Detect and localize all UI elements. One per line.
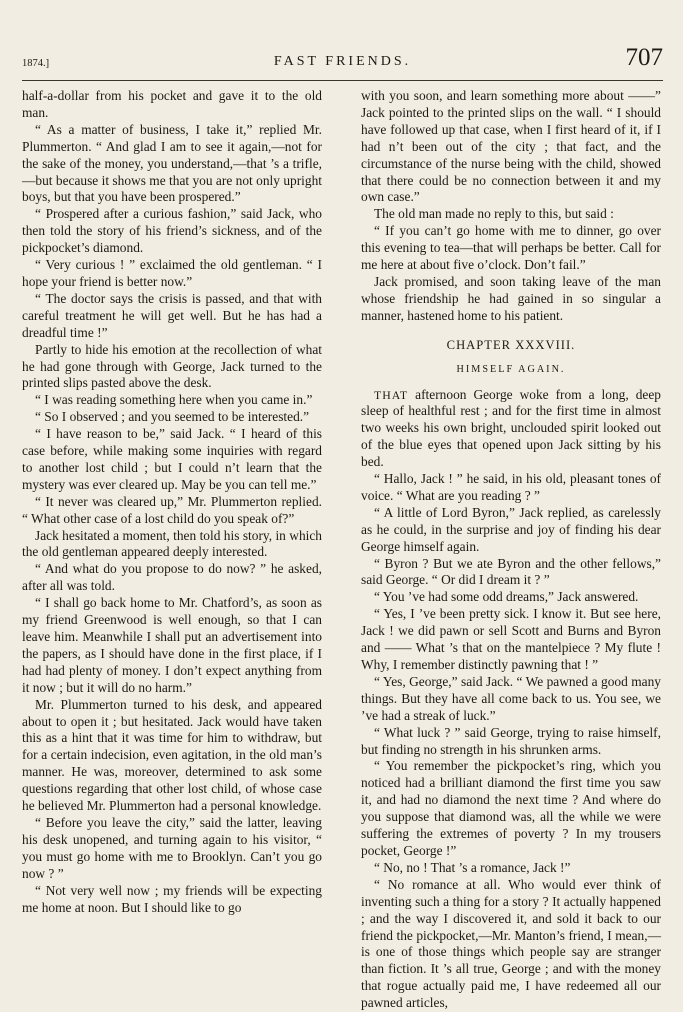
paragraph: with you soon, and learn something more about ——” Jack pointed to the printed slips on the wall. “ I should have followed up that case, when I first heard of it, if I had n’t been out of the city ; that fact, and the circumstance of the nurse being with the child, showed that there could be no connection between it and my own case.” — [361, 88, 661, 205]
paragraph: “ I have reason to be,” said Jack. “ I heard of this case before, while making some inquiries with regard to another lost child ; but I could n’t learn that the mystery was ever cleared up. May be you can tell me.” — [22, 426, 322, 492]
paragraph: “ No, no ! That ’s a romance, Jack !” — [374, 859, 571, 875]
paragraph — [361, 387, 661, 472]
small-caps-lead: THAT — [374, 387, 409, 402]
chapter-title: HIMSELF AGAIN. — [456, 363, 566, 375]
paragraph: “ I shall go back home to Mr. Chatford’s, as soon as my friend Greenwood is well enough, so that I can leave him. Meanwhile I shall put an advertisement into the papers, as I should have done in the first place, if I had had plenty of money. I don’t expect anything from it now ; but it will do no harm.” — [22, 595, 322, 695]
paragraph: Mr. Plummerton turned to his desk, and appeared about to open it ; but hesitated. Jack would have taken this as a hint that it was time for him to withdraw, but for a certain indecision, even agitation, in the old man’s manner. He was, moreover, determined to ask some questions regarding that other lost child, of whose case he believed Mr. Plummerton had a personal knowledge. — [22, 696, 322, 814]
paragraph: “ A little of Lord Byron,” Jack replied, as carelessly as he could, in the surprise and joy of finding his dear George himself again. — [361, 504, 661, 554]
chapter-heading: CHAPTER XXXVIII. — [446, 337, 576, 352]
paragraph: half-a-dollar from his pocket and gave it to the old man. — [22, 88, 322, 120]
paragraph: “ Very curious ! ” exclaimed the old gentleman. “ I hope your friend is better now.” — [22, 257, 322, 289]
paragraph: “ Yes, I ’ve been pretty sick. I know it. But see here, Jack ! we did pawn or sell Scott and Burns and Byron and —— What ’s that on the mantelpiece ? My flute ! Why, I remember distinctly pawning that ! ” — [361, 606, 661, 672]
right-column — [361, 88, 661, 1012]
page-number: 707 — [625, 44, 663, 71]
paragraph: Jack hesitated a moment, then told his story, in which the old gentleman appeared deeply interested. — [22, 527, 322, 560]
paragraph: “ And what do you propose to do now? ” he asked, after all was told. — [22, 561, 322, 594]
paragraph: “ You remember the pickpocket’s ring, which you noticed had a brilliant diamond the first time you saw it, and had no diamond the next time ? And where do you suppose that diamond was, all the while we were suffering the extremes of poverty ? In my trousers pocket, George !” — [361, 758, 661, 858]
paragraph: “ What luck ? ” said George, trying to raise himself, but finding no strength in his shrunken arms. — [361, 724, 661, 757]
paragraph: “ Yes, George,” said Jack. “ We pawned a good many things. But they have all come back to us. You see, we ’ve had a streak of luck.” — [361, 673, 661, 723]
paragraph: Partly to hide his emotion at the recollection of what he had gone through with George, Jack turned to the printed slips pasted above the desk. — [22, 341, 322, 391]
paragraph: “ Hallo, Jack ! ” he said, in his old, pleasant tones of voice. “ What are you reading ? ” — [361, 471, 661, 503]
left-column — [22, 88, 322, 916]
paragraph: “ You ’ve had some odd dreams,” Jack answered. — [374, 589, 639, 605]
paragraph: Jack promised, and soon taking leave of the man whose friendship he had gained in so singular a manner, hastened home to his patient. — [361, 273, 661, 323]
paragraph: “ No romance at all. Who would ever think of inventing such a thing for a story ? It actually happened ; and the way I discovered it, and sold it back to our friend the pickpocket,—Mr. Manton’s friend, I mean,—is one of those things which people say are stranger than fiction. It ’s all true, George ; and with the money that rogue actually paid me, I have redeemed all our pawned articles, — [361, 876, 661, 1011]
paragraph: “ Prospered after a curious fashion,” said Jack, who then told the story of his friend’s sickness, and of the pickpocket’s diamond. — [22, 206, 322, 256]
header-title: FAST FRIENDS. — [273, 54, 412, 69]
paragraph: “ So I observed ; and you seemed to be interested.” — [35, 409, 310, 425]
paragraph: “ Byron ? But we ate Byron and the other fellows,” said George. “ Or did I dream it ? ” — [361, 555, 661, 588]
paragraph: The old man made no reply to this, but said : — [374, 206, 614, 222]
paragraph: “ Not very well now ; my friends will be expecting me home at noon. But I should like to go — [22, 882, 322, 915]
paragraph: “ The doctor says the crisis is passed, and that with careful treatment he will get well. But he has had a dreadful time !” — [22, 290, 322, 340]
paragraph: “ I was reading something here when you came in.” — [35, 392, 313, 408]
paragraph: “ It never was cleared up,” Mr. Plummerton replied. “ What other case of a lost child do you speak of?” — [22, 493, 322, 526]
paragraph-text: afternoon George woke from a long, deep sleep of healthful rest ; and for the first time in almost two weeks his own bright, unclouded spirit looked out of the blue eyes that opened upon Jack sitting by his bed. — [361, 386, 661, 470]
paragraph: “ If you can’t go home with me to dinner, go over this evening to tea—that will perhaps be better. Call for me here at about five o’clock. Don’t fail.” — [361, 223, 661, 273]
running-header — [22, 40, 663, 81]
paragraph: “ Before you leave the city,” said the latter, leaving his desk unopened, and turning again to his visitor, “ you must go home with me to Brooklyn. Can’t you go now ? ” — [22, 814, 322, 881]
paragraph: “ As a matter of business, I take it,” replied Mr. Plummerton. “ And glad I am to see it again,—not for the sake of the money, you understand,—that ’s a trifle,—but because it shows me that you are not only upright boys, but that you have been prospered.” — [22, 121, 322, 205]
header-year: 1874.] — [22, 58, 50, 69]
